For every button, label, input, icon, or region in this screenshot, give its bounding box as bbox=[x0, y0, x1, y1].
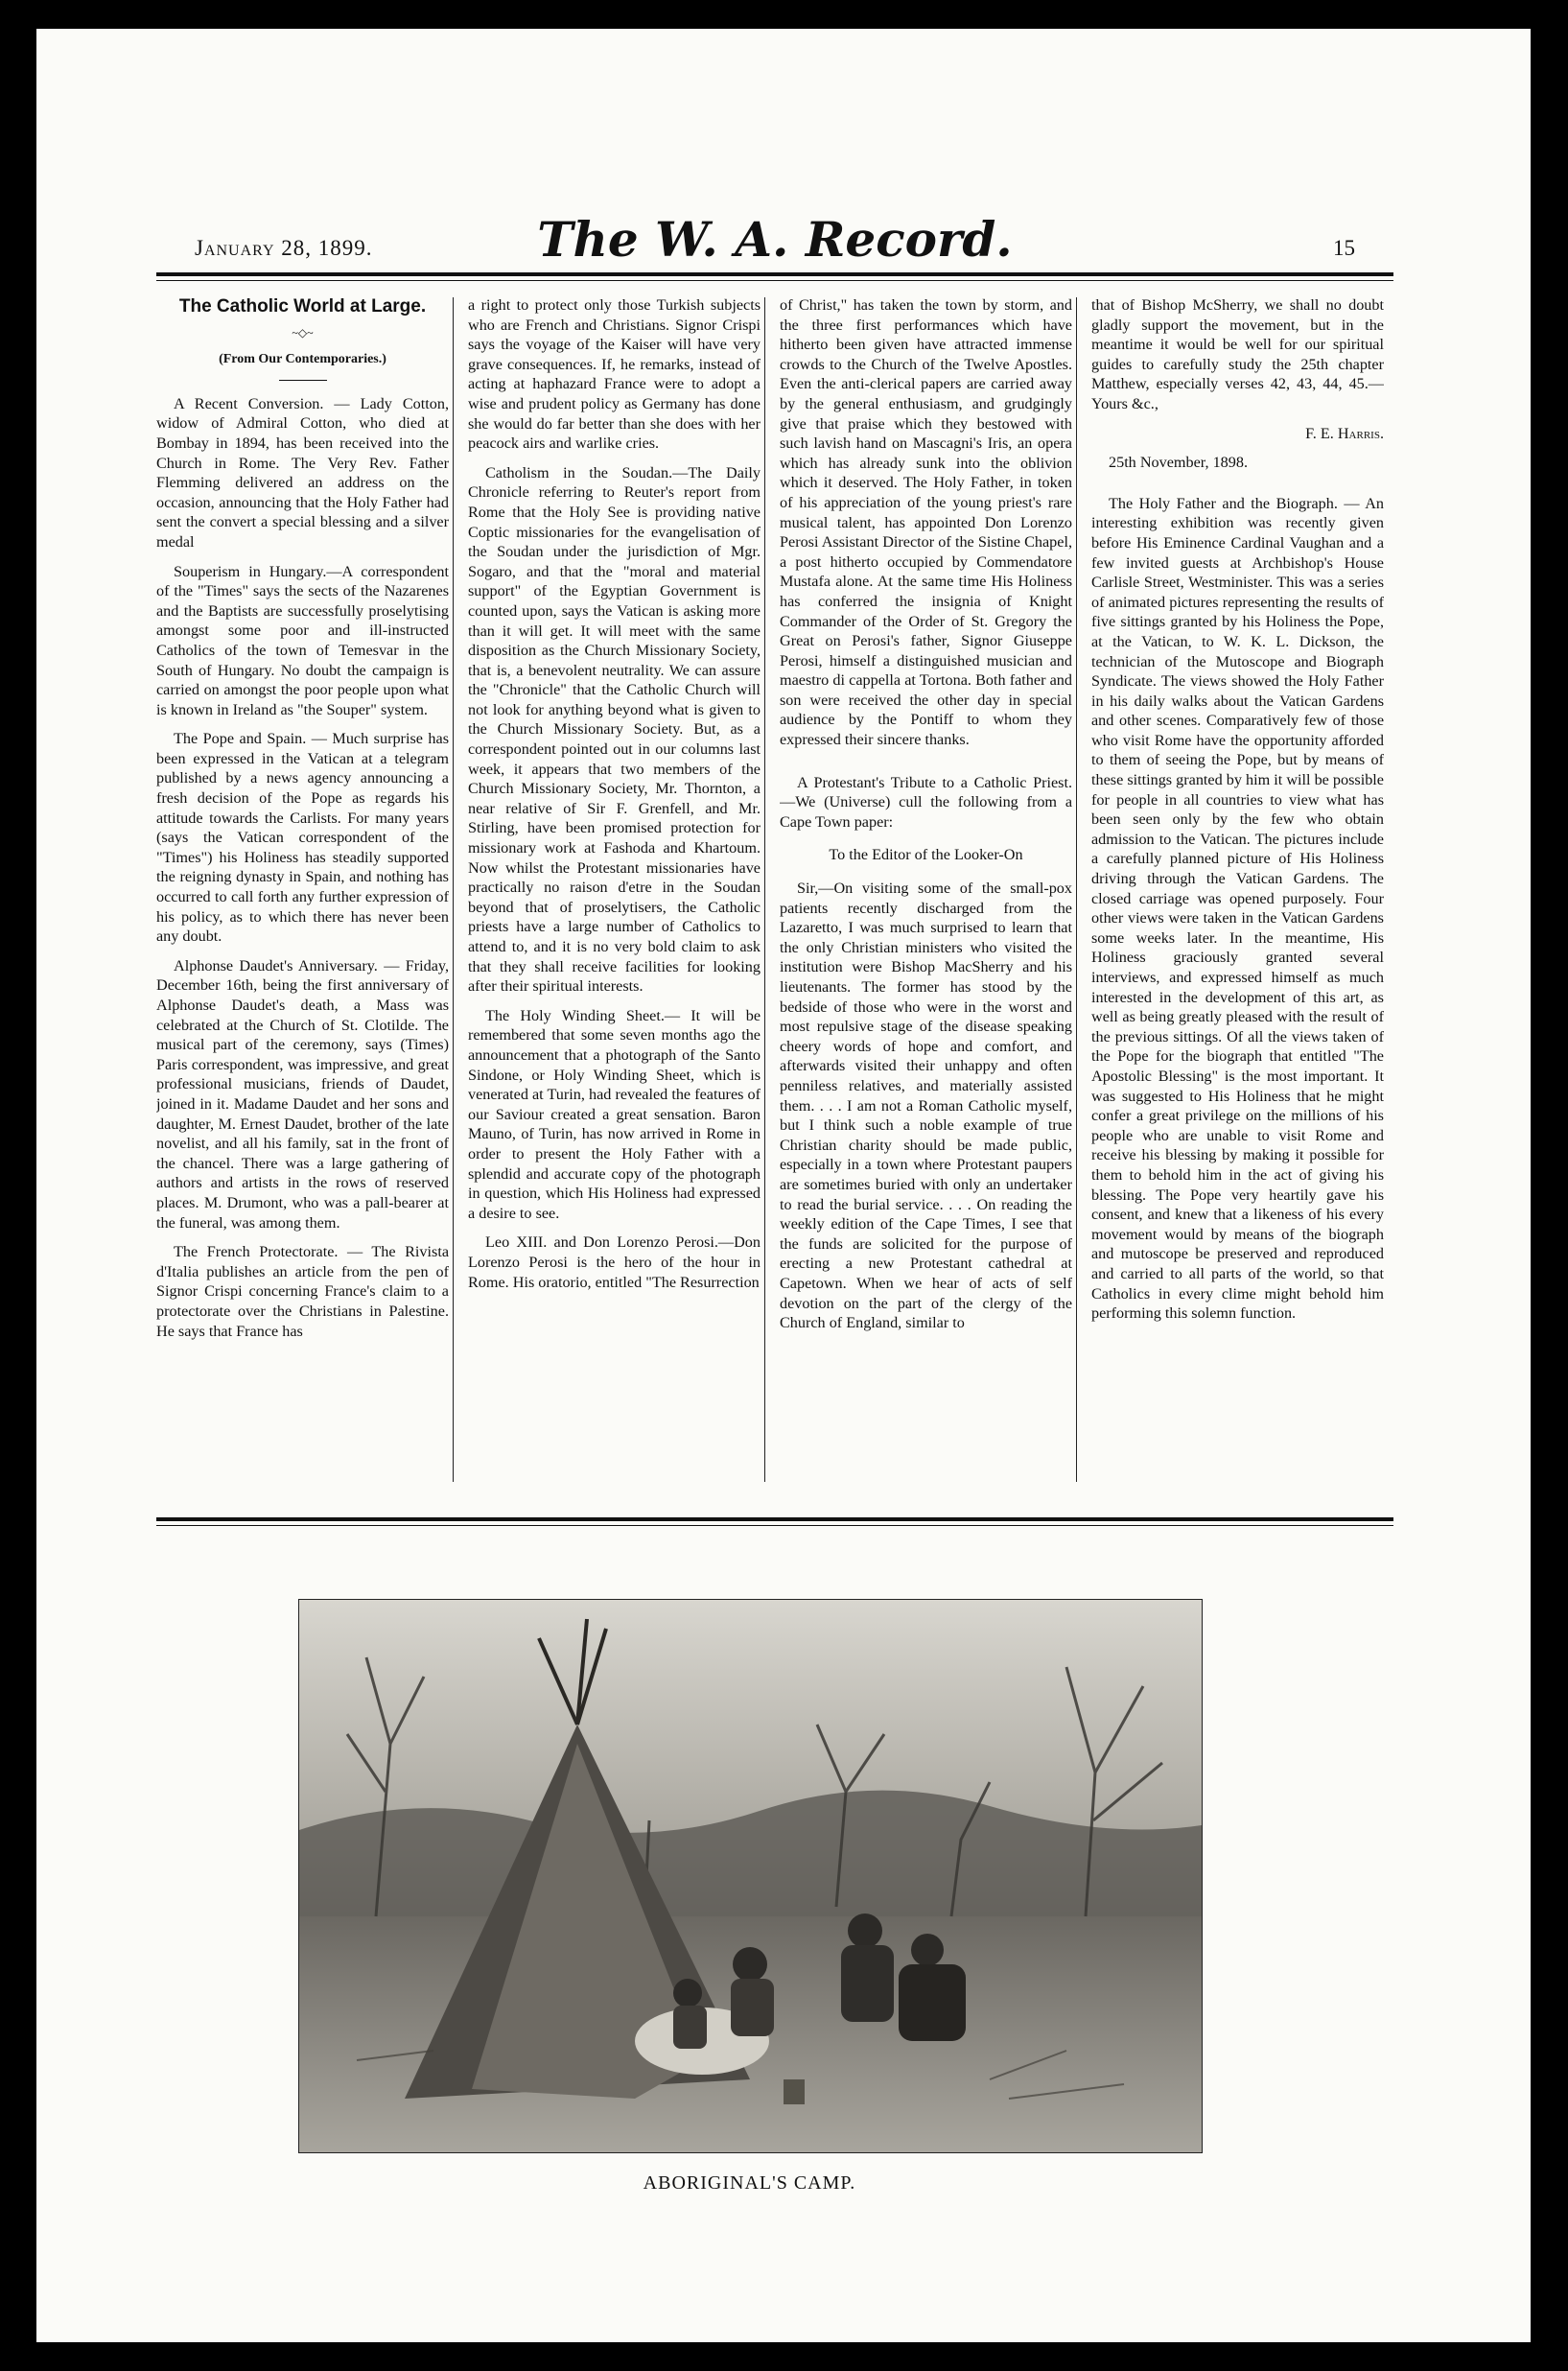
article-perosi-cont: of Christ," has taken the town by storm, and the three first performances which have hitherto been given have attracted immense crowds to the Church of the Twelve Apostles. Even the anti-clerical papers are carried away by the general enthusiasm, and grudgingly give that praise which they bestowed with such lavish hand on Mascagni's Iris, an opera which has already sunk into the oblivion which it deserved. The Holy Father, in token of his appreciation of the young priest's rare musical talent, has appointed Don Lorenzo Perosi Assistant Director of the Sistine Chapel, a post hitherto occupied by Commendatore Mustafa alone. At the same time His Holiness has conferred the insignia of Knight Commander of the Order of St. Gregory the Great on Perosi's father, Signor Giuseppe Perosi, himself a distinguished musician and maestro di cappella at Tortona. Both father and son were received the other day in special audience by the Pontiff to whom they expressed their sincere thanks. bbox=[780, 296, 1072, 749]
article-souperism-hungary: Souperism in Hungary.—A correspondent of the "Times" says the sects of the Nazarenes and the Baptists are successfully proselytising amongst some poor and ill-instructed Catholics of the town of Temesvar in the South of Hungary. No doubt the campaign is carried on amongst the poor people upon what is known in Ireland as "the Souper" system. bbox=[156, 562, 449, 718]
footer-rule-thin bbox=[156, 1525, 1393, 1526]
article-recent-conversion: A Recent Conversion. — Lady Cotton, widow of Admiral Cotton, who died at Bombay in 1894, has been received into the Church in Rome. The Very Rev. Father Flemming delivered an address on the occasion, announcing that the Holy Father had sent the convert a special blessing and a silver medal bbox=[156, 394, 449, 551]
article-french-protectorate: The French Protectorate. — The Rivista d'Italia publishes an article from the pen of Signor Crispi concerning France's claim to a protectorate over the Christians in Palestine. He says that France has bbox=[156, 1243, 449, 1340]
section-title: The Catholic World at Large. bbox=[178, 296, 427, 317]
photo-caption: ABORIGINAL'S CAMP. bbox=[643, 2172, 856, 2194]
page-number: 15 bbox=[1333, 236, 1355, 260]
divider bbox=[279, 380, 327, 381]
column-rule-2 bbox=[764, 297, 765, 1482]
article-daudet-anniversary: Alphonse Daudet's Anniversary. — Friday, December 16th, being the first anniversary of Alphonse Daudet's death, a Mass was celebrated at the Church of St. Clotilde. The musical part of the ceremony, says (Times) Paris correspondent, was impressive, and great professional musicians, friends of Daudet, joined in it. Madame Daudet and her sons and daughter, M. Ernest Daudet, brother of the late novelist, and all his family, sat in the front of the chancel. There was a large gathering of authors and artists in the rows of reserved places. M. Drumont, who was a pall-bearer at the funeral, was among them. bbox=[156, 956, 449, 1232]
article-leo-xiii-perosi: Leo XIII. and Don Lorenzo Perosi.—Don Lorenzo Perosi is the hero of the hour in Rome. His oratorio, entitled "The Resurrection bbox=[468, 1233, 761, 1291]
letter-signature: F. E. Harris. bbox=[1305, 424, 1384, 442]
column-rule-3 bbox=[1076, 297, 1077, 1482]
column-3 bbox=[780, 295, 1072, 1485]
issue-date: January 28, 1899. bbox=[195, 236, 373, 260]
letter-dateline: 25th November, 1898. bbox=[1109, 454, 1249, 472]
header-rule bbox=[156, 272, 1393, 276]
column-1 bbox=[156, 295, 449, 1485]
article-catholism-soudan: Catholism in the Soudan.—The Daily Chronicle referring to Reuter's report from Rome that the Holy See is providing native Coptic missionaries for the evangelisation of the Soudan under the jurisdiction of Mgr. Sogaro, and that the "moral and material support" of the Egyptian Government is counted upon, says the Vatican is asking more than it will get. It will meet with the same disposition as the Church Missionary Society, that is, a benevolent neutrality. We can assure the "Chronicle" that the Catholic Church will not look for anything beyond what is given to the Church Missionary Society. But, as a correspondent pointed out in our columns last week, it appears that two members of the Church Missionary Society, Mr. Thornton, a near relative of Sir F. Grenfell, and Mr. Stirling, have been promised protection for missionary work at Fashoda and Khartoum. Now whilst the Protestant missionaries have practically no raison d'etre in the Soudan beyond that of proselytisers, the Catholic priests have a large number of Catholics to attend to, and it is no very bold claim to ask that they shall receive facilities for looking after their spiritual interests. bbox=[468, 463, 761, 996]
photo-illustration bbox=[299, 1600, 1202, 2152]
article-holy-winding-sheet: The Holy Winding Sheet.— It will be remembered that some seven months ago the announcement that a photograph of the Santo Sindone, or Holy Winding Sheet, which is venerated at Turin, had revealed the features of our Saviour created a great sensation. Baron Mauno, of Turin, has now arrived in Rome in order to present the Holy Father with a splendid and accurate copy of the photograph in question, which His Holiness had expressed a desire to see. bbox=[468, 1006, 761, 1222]
article-pope-and-spain: The Pope and Spain. — Much surprise has been expressed in the Vatican at a telegram published by a news agency announcing a fresh decision of the Pope as regards his attitude towards the Carlists. For many years (says the Vatican correspondent of the "Times") his Holiness has steadily supported the reigning dynasty in Spain, and nothing has occurred to call forth any further expression of his policy, as to which there has never been any doubt. bbox=[156, 730, 449, 946]
section-subtitle: (From Our Contemporaries.) bbox=[219, 352, 386, 367]
column-4 bbox=[1091, 295, 1384, 1485]
letter-body: Sir,—On visiting some of the small-pox patients recently discharged from the Lazaretto, I was much surprised to learn that the only Christian ministers who visited the institution were Bishop MacSherry and his lieutenants. The former has stood by the bedside of those who were in the worst and most repulsive stage of the disease speaking cheery words of hope and comfort, and afterwards visited their unhappy and often penniless relatives, and materially assisted them. . . . I am not a Roman Catholic myself, but I think such a noble example of true Christian charity should be made public, especially in a town where Protestant paupers are sometimes buried with only an undertaker to read the burial service. . . . On reading the weekly edition of the Cape Times, I see that the funds are solicited for the purpose of erecting a new Protestant cathedral at Capetown. When we hear of acts of self devotion on the part of the clergy of the Church of England, similar to bbox=[780, 880, 1072, 1332]
column-rule-1 bbox=[453, 297, 454, 1482]
article-holy-father-biograph: The Holy Father and the Biograph. — An interesting exhibition was recently given before His Eminence Cardinal Vaughan and a few invited guests at Archbishop's House Carlisle Street, Westminister. This was a series of animated pictures representing the results of five sittings granted by his Holiness the Pope, at the Vatican, to W. K. L. Dickson, the technician of the Mutoscope and Biograph Syndicate. The views showed the Holy Father in his daily walks about the Vatican Gardens and other scenes. Comparatively few of those who visit Rome have the opportunity afforded to them of seeing the Pope, but by means of these sittings granted by him it will be possible for people in all countries to view what has been seen only by the few who obtain admission to the Vatican. The pictures include a carefully planned picture of His Holiness driving through the Vatican Gardens. The closed carriage was opened purposely. Four other views were taken in the Vatican Gardens some weeks later. In the meantime, His Holiness graciously granted several interviews, and expressed himself as much interested in the development of this art, as well as being greatly pleased with the result of the previous sittings. Of all the views taken of the Pope for the biograph that entitled "The Apostolic Blessing" is the most important. It was suggested to His Holiness that he might confer a great privilege on the millions of his people who are unable to visit Rome and receive his blessing by making it possible for them to behold him in the act of giving his blessing. The Pope very heartily gave his consent, and knew that a likeness of his every movement would by means of the biograph and mutoscope be preserved and reproduced and carried to all parts of the world, so that Catholics in every clime might behold him performing this solemn function. bbox=[1091, 494, 1384, 1323]
text-columns bbox=[156, 295, 1393, 1485]
letter-body-cont: that of Bishop McSherry, we shall no doubt gladly support the movement, but in the meantime it would be well for our spiritual guides to carefully study the 25th chapter Matthew, especially verses 42, 43, 44, 45.—Yours &c., bbox=[1091, 296, 1384, 412]
footer-rule bbox=[156, 1517, 1393, 1521]
page-header bbox=[156, 211, 1393, 269]
newspaper-page bbox=[36, 29, 1531, 2342]
letter-address: To the Editor of the Looker-On bbox=[829, 846, 1023, 864]
masthead-title: The W. A. Record. bbox=[537, 211, 1013, 268]
article-french-protectorate-cont: a right to protect only those Turkish subjects who are French and Christians. Signor Crispi says the voyage of the Kaiser will have very grave consequences. If, he remarks, instead of acting at haphazard France were to adopt a wise and prudent policy as Germany has done she would do far better than she does with her peacock airs and warlike cries. bbox=[468, 296, 761, 453]
article-protestant-tribute: A Protestant's Tribute to a Catholic Priest.—We (Universe) cull the following from a Cape Town paper: bbox=[780, 773, 1072, 831]
aboriginal-camp-photo bbox=[298, 1599, 1203, 2153]
ornament: ~◇~ bbox=[292, 325, 314, 340]
header-rule-thin bbox=[156, 280, 1393, 281]
column-2 bbox=[468, 295, 761, 1485]
